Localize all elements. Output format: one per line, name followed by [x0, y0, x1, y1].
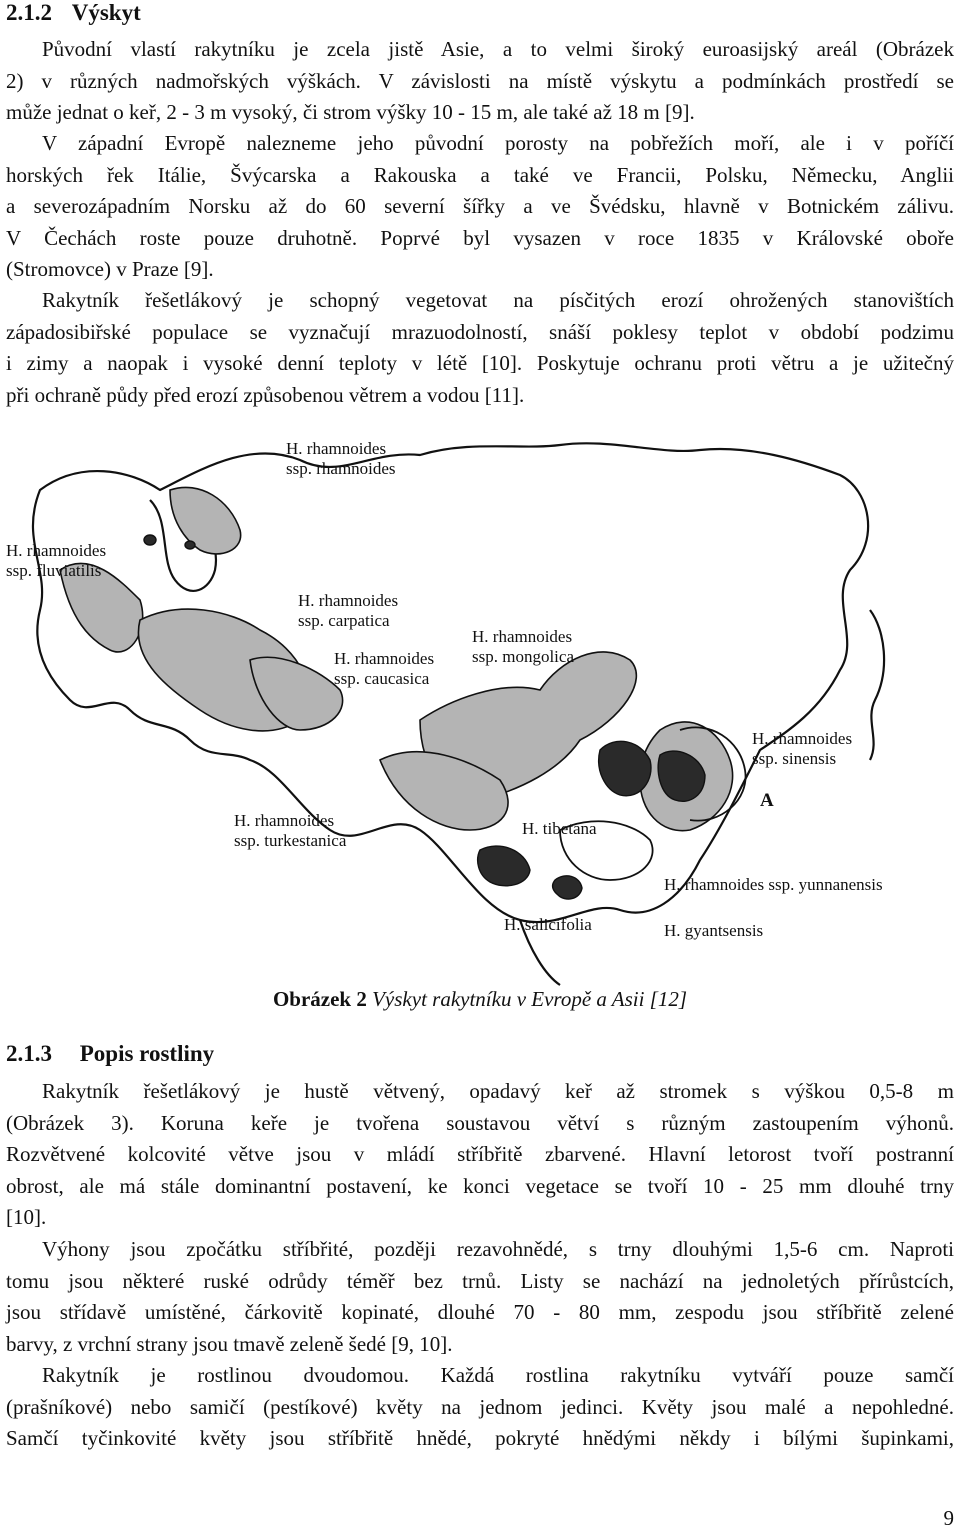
- section-number: 2.1.3: [6, 1041, 52, 1066]
- text-line: i zimy a naopak i vysoké denní teploty v létě [10]. Poskytuje ochranu proti větru a je užitečný: [6, 351, 954, 375]
- label-fluviatilis-2: ssp. fluviatilis: [6, 561, 102, 580]
- text-line: (prašníkové) nebo samičí (pestíkové) květy na jednom jedinci. Květy jsou malé a nepohledné.: [6, 1394, 954, 1419]
- label-carpatica-2: ssp. carpatica: [298, 611, 390, 630]
- label-rhamnoides-1: H. rhamnoides: [286, 439, 387, 458]
- japan-outline: [870, 610, 884, 760]
- paragraph-shoots: [6, 1234, 954, 1360]
- text-line: a severozápadním Norsku až do 60 severní šířky a ve Švédsku, hlavně v Botnickém zálivu.: [6, 194, 954, 218]
- label-rhamnoides-2: ssp. rhamnoides: [286, 459, 396, 478]
- paragraph-western-europe: [6, 128, 954, 286]
- label-caucasica-1: H. rhamnoides: [334, 649, 435, 668]
- range-tibetana: [478, 846, 530, 886]
- text-line: horských řek Itálie, Švýcarska a Rakouska a také ve Francii, Polsku, Německu, Anglii: [6, 162, 954, 187]
- section-heading-vyskyt: [6, 0, 141, 26]
- label-carpatica-1: H. rhamnoides: [298, 591, 399, 610]
- text-line: [10].: [6, 1205, 47, 1229]
- text-line: (Stromovce) v Praze [9].: [6, 257, 214, 281]
- paragraph-dioecious: [6, 1360, 954, 1455]
- label-yunnanensis: H. rhamnoides ssp. yunnanensis: [664, 875, 883, 894]
- text-line: Samčí tyčinkovité květy jsou stříbřitě hnědé, pokryté hnědými někdy i bílými šupinkami,: [6, 1426, 954, 1450]
- text-line: 2) v různých nadmořských výškách. V závislosti na místě výskytu a podmínkách prostředí se: [6, 68, 954, 93]
- range-black-dot-2: [185, 541, 195, 549]
- section-heading-popis: [6, 1041, 214, 1067]
- range-black-1: [599, 741, 651, 795]
- text-line: Rakytník je rostlinou dvoudomou. Každá rostlina rakytníku vytváří pouze samčí: [42, 1363, 954, 1387]
- distribution-map: [0, 430, 960, 990]
- label-tibetana: H. tibetana: [522, 819, 597, 838]
- range-salicifolia: [553, 876, 582, 899]
- range-black-dot-1: [144, 535, 156, 545]
- text-line: jsou střídavě umístěné, čárkovitě kopinaté, dlouhé 70 - 80 mm, zespodu jsou stříbřitě zelené: [6, 1300, 954, 1324]
- label-turkestanica-2: ssp. turkestanica: [234, 831, 347, 850]
- paragraph-description: [6, 1076, 954, 1234]
- text-line: (Obrázek 3). Koruna keře je tvořena soustavou větví s různým zastoupením výhonů.: [6, 1110, 954, 1135]
- label-a: A: [760, 790, 774, 811]
- text-line: obrost, ale má stále dominantní postavení, ke konci vegetace se tvoří 10 - 25 mm dlouhé trny: [6, 1173, 954, 1198]
- range-rhamnoides-north: [170, 487, 241, 554]
- label-caucasica-2: ssp. caucasica: [334, 669, 430, 688]
- text-line: Rozvětvené kolcovité větve jsou v mládí stříbřitě zbarvené. Hlavní letorost tvoří postranní: [6, 1142, 954, 1166]
- text-line: barvy, z vrchní strany jsou tmavě zeleně šedé [9, 10].: [6, 1331, 453, 1356]
- label-mongolica-1: H. rhamnoides: [472, 627, 573, 646]
- text-line: V Čechách roste pouze druhotně. Poprvé byl vysazen v roce 1835 v Královské oboře: [6, 225, 954, 250]
- label-mongolica-2: ssp. mongolica: [472, 647, 574, 666]
- text-line: Rakytník řešetlákový je hustě větvený, opadavý keř až stromek s výškou 0,5-8 m: [42, 1079, 954, 1103]
- section-title: Popis rostliny: [79, 1041, 215, 1066]
- text-line: při ochraně půdy před erozí způsobenou větrem a vodou [11].: [6, 382, 525, 407]
- label-salicifolia: H. salicifolia: [504, 915, 592, 934]
- text-line: Rakytník řešetlákový je schopný vegetovat na písčitých erozí ohrožených stanovištích: [42, 288, 954, 312]
- label-sinensis-2: ssp. sinensis: [752, 749, 837, 768]
- page-number: 9: [943, 1506, 954, 1530]
- paragraph-origin: [6, 34, 954, 129]
- label-fluviatilis-1: H. rhamnoides: [6, 541, 107, 560]
- label-turkestanica-1: H. rhamnoides: [234, 811, 335, 830]
- text-line: tomu jsou některé ruské odrůdy téměř bez trnů. Listy se nachází na jednoletých přírůstcích,: [6, 1268, 954, 1293]
- caption-text: Výskyt rakytníku v Evropě a Asii [12]: [372, 987, 688, 1011]
- text-line: může jednat o keř, 2 - 3 m vysoký, či strom výšky 10 - 15 m, ale také až 18 m [9].: [6, 100, 695, 124]
- label-gyantsensis: H. gyantsensis: [664, 921, 764, 940]
- caption-label: Obrázek 2: [272, 987, 367, 1011]
- text-line: Původní vlastí rakytníku je zcela jistě Asie, a to velmi široký euroasijský areál (Obrázek: [42, 37, 954, 61]
- section-title: Výskyt: [71, 0, 141, 25]
- distribution-map-figure: [0, 430, 960, 990]
- text-line: západosibiřské populace se vyznačují mrazuodolností, snáší poklesy teplot v období podzimu: [6, 319, 954, 344]
- text-line: V západní Evropě nalezneme jeho původní porosty na pobřežích moří, ale i v poříčí: [42, 131, 954, 155]
- text-line: Výhony jsou zpočátku stříbřité, později rezavohnědé, s trny dlouhými 1,5-6 cm. Naproti: [42, 1237, 954, 1261]
- label-sinensis-1: H. rhamnoides: [752, 729, 853, 748]
- paragraph-habitat: [6, 285, 954, 411]
- figure-caption: [0, 985, 960, 1013]
- section-number: 2.1.2: [6, 0, 52, 25]
